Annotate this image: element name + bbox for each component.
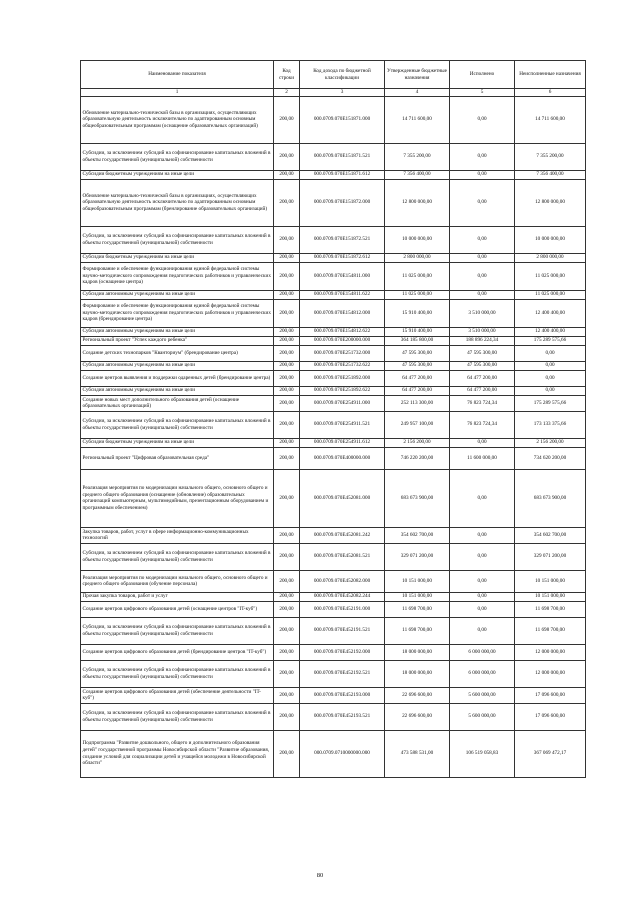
- row-name: Обновление материально-технической базы в организациях, осуществляющих образовательную деятельность исключительно по адаптированным основным общеобразовательным программам (оснащение образовательных организаций): [81, 96, 274, 143]
- row-name: Формирование и обеспечение функционирования единой федеральной системы научно-методического сопровождения педагогических работников и управленческих кадров (оснащение центра): [81, 262, 274, 290]
- row-line-code: 200,00: [274, 290, 300, 299]
- table-row: [81, 438, 586, 447]
- table-row: [81, 660, 586, 687]
- row-name: Субсидии, за исключением субсидий на софинансирование капитальных вложений в объекты государственной (муниципальной) собственности: [81, 226, 274, 253]
- row-approved: 18 000 000,00: [385, 660, 450, 687]
- row-executed: 0,00: [450, 438, 515, 447]
- row-name: Реализация мероприятия по модернизации начального общего, основного общего и среднего общего образования (оснащение (обновление) образовательных организаций компьютерным, мультимедийным, презентационным оборудованием и программным обеспечением): [81, 469, 274, 527]
- row-income-code: 000.0709.070Е452192.521: [300, 660, 385, 687]
- row-name: Создание центров цифрового образования детей (обеспечение деятельности "IT-куб"): [81, 687, 274, 703]
- row-unexecuted: 10 151 000,00: [515, 592, 586, 601]
- row-unexecuted: 683 673 900,00: [515, 469, 586, 527]
- row-approved: 2 156 200,00: [385, 438, 450, 447]
- row-line-code: 200,00: [274, 96, 300, 143]
- row-income-code: 000.0709.070Е452192.000: [300, 644, 385, 660]
- row-income-code: 000.0709.070Е251732.000: [300, 345, 385, 361]
- row-name: Субсидии автономным учреждениям на иные цели: [81, 361, 274, 370]
- row-name: Закупка товаров, работ, услуг в сфере информационно-коммуникационных технологий: [81, 527, 274, 543]
- row-line-code: 200,00: [274, 469, 300, 527]
- row-approved: 10 000 000,00: [385, 226, 450, 253]
- row-unexecuted: 734 620 200,00: [515, 447, 586, 469]
- row-approved: 64 477 200,00: [385, 386, 450, 395]
- table-row: [81, 601, 586, 617]
- row-executed: 0,00: [450, 226, 515, 253]
- row-line-code: 200,00: [274, 617, 300, 644]
- row-approved: 364 185 800,00: [385, 336, 450, 345]
- row-line-code: 200,00: [274, 361, 300, 370]
- row-income-code: 000.0709.070Е251732.622: [300, 361, 385, 370]
- row-approved: 473 588 531,00: [385, 730, 450, 777]
- table-row: [81, 336, 586, 345]
- table-row: [81, 170, 586, 179]
- row-executed: 0,00: [450, 469, 515, 527]
- row-unexecuted: 12 000 000,00: [515, 660, 586, 687]
- row-executed: 5 600 000,00: [450, 703, 515, 730]
- row-approved: 10 151 000,00: [385, 570, 450, 592]
- row-approved: 11 698 700,00: [385, 601, 450, 617]
- row-line-code: 200,00: [274, 411, 300, 438]
- row-name: Субсидии, за исключением субсидий на софинансирование капитальных вложений в объекты государственной (муниципальной) собственности: [81, 660, 274, 687]
- row-line-code: 200,00: [274, 592, 300, 601]
- table-row: [81, 386, 586, 395]
- row-income-code: 000.0709.070Е251892.000: [300, 370, 385, 386]
- row-executed: 3 510 000,00: [450, 327, 515, 336]
- row-line-code: 200,00: [274, 660, 300, 687]
- row-executed: 188 896 224,34: [450, 336, 515, 345]
- row-executed: 0,00: [450, 543, 515, 570]
- row-income-code: 000.0709.070Е452193.000: [300, 687, 385, 703]
- row-name: Создание детских технопарков "Кванториум" (брендирование центра): [81, 345, 274, 361]
- table-row: [81, 327, 586, 336]
- row-executed: 5 600 000,00: [450, 687, 515, 703]
- table-row: [81, 290, 586, 299]
- row-approved: 11 698 700,00: [385, 617, 450, 644]
- row-unexecuted: 11 025 000,00: [515, 262, 586, 290]
- row-unexecuted: 173 133 375,66: [515, 411, 586, 438]
- table-row: [81, 226, 586, 253]
- table-row: [81, 570, 586, 592]
- row-income-code: 000.0709.070Е400000.000: [300, 447, 385, 469]
- row-income-code: 000.0709.070Е452081.242: [300, 527, 385, 543]
- row-approved: 11 025 000,00: [385, 290, 450, 299]
- row-executed: 0,00: [450, 179, 515, 226]
- row-approved: 22 696 600,00: [385, 703, 450, 730]
- row-line-code: 200,00: [274, 570, 300, 592]
- row-income-code: 000.0709.070Е151871.612: [300, 170, 385, 179]
- col-number: 6: [515, 89, 586, 97]
- row-approved: 47 595 300,00: [385, 345, 450, 361]
- row-approved: 15 910 400,00: [385, 299, 450, 327]
- table-row: [81, 592, 586, 601]
- row-income-code: 000.0709.070Е151872.000: [300, 179, 385, 226]
- header-approved: Утвержденные бюджетные назначения: [385, 61, 450, 89]
- row-executed: 76 823 724,34: [450, 395, 515, 411]
- row-name: Субсидии, за исключением субсидий на софинансирование капитальных вложений в объекты государственной (муниципальной) собственности: [81, 543, 274, 570]
- row-income-code: 000.0709.070Е200000.000: [300, 336, 385, 345]
- row-executed: 0,00: [450, 570, 515, 592]
- row-name: Субсидии, за исключением субсидий на софинансирование капитальных вложений в объекты государственной (муниципальной) собственности: [81, 411, 274, 438]
- row-approved: 7 355 200,00: [385, 143, 450, 170]
- header-row: [81, 61, 586, 89]
- table-row: [81, 703, 586, 730]
- row-name: Обновление материально-технической базы в организациях, осуществляющих образовательную деятельность исключительно по адаптированным основным общеобразовательным программам (бренлирование образовательных организаций): [81, 179, 274, 226]
- row-approved: 746 220 200,00: [385, 447, 450, 469]
- row-unexecuted: 354 602 700,00: [515, 527, 586, 543]
- row-executed: 76 823 724,34: [450, 411, 515, 438]
- table-row: [81, 262, 586, 290]
- row-approved: 252 113 300,00: [385, 395, 450, 411]
- row-approved: 10 151 000,00: [385, 592, 450, 601]
- row-executed: 64 477 200,00: [450, 370, 515, 386]
- row-income-code: 000.0709.070Е452191.521: [300, 617, 385, 644]
- table-row: [81, 447, 586, 469]
- row-name: Создание центров выявления и поддержки одаренных детей (брендирование центра): [81, 370, 274, 386]
- row-approved: 329 071 200,00: [385, 543, 450, 570]
- row-income-code: 000.0709.070Е254911.612: [300, 438, 385, 447]
- row-name: Региональный проект "Успех каждого ребенка": [81, 336, 274, 345]
- row-line-code: 200,00: [274, 143, 300, 170]
- row-unexecuted: 0,00: [515, 370, 586, 386]
- row-income-code: 000.0709.070Е154811.000: [300, 262, 385, 290]
- row-executed: 0,00: [450, 617, 515, 644]
- table-row: [81, 411, 586, 438]
- column-number-row: [81, 89, 586, 97]
- row-unexecuted: 11 025 000,00: [515, 290, 586, 299]
- row-name: Создание центров цифрового образования детей (оснащение центров "IT-куб"): [81, 601, 274, 617]
- row-unexecuted: 12 400 400,00: [515, 299, 586, 327]
- row-income-code: 000.0709.0710000000.000: [300, 730, 385, 777]
- row-executed: 106 519 058,83: [450, 730, 515, 777]
- row-unexecuted: 12 800 000,00: [515, 179, 586, 226]
- row-name: Субсидии автономным учреждениям на иные цели: [81, 327, 274, 336]
- row-approved: 64 477 200,00: [385, 370, 450, 386]
- row-name: Формирование и обеспечение функционирования единой федеральной системы научно-методического сопровождения педагогических работников и управленческих кадров (брендирование центра): [81, 299, 274, 327]
- row-income-code: 000.0709.070Е251892.622: [300, 386, 385, 395]
- row-name: Субсидии, за исключением субсидий на софинансирование капитальных вложений в объекты государственной (муниципальной) собственности: [81, 703, 274, 730]
- row-unexecuted: 2 800 000,00: [515, 253, 586, 262]
- row-name: Реализация мероприятия по модернизации начального общего, основного общего и среднего общего образования (обучение персонала): [81, 570, 274, 592]
- row-income-code: 000.0709.070Е151871.521: [300, 143, 385, 170]
- row-executed: 0,00: [450, 170, 515, 179]
- col-number: 4: [385, 89, 450, 97]
- row-income-code: 000.0709.070Е154812.000: [300, 299, 385, 327]
- row-name: Создание новых мест дополнительного образования детей (оснащение образовательных организаций): [81, 395, 274, 411]
- row-executed: 0,00: [450, 143, 515, 170]
- row-unexecuted: 17 096 600,00: [515, 687, 586, 703]
- col-number: 5: [450, 89, 515, 97]
- row-line-code: 200,00: [274, 687, 300, 703]
- row-income-code: 000.0709.070Е151872.612: [300, 253, 385, 262]
- row-approved: 354 602 700,00: [385, 527, 450, 543]
- row-line-code: 200,00: [274, 395, 300, 411]
- row-unexecuted: 14 711 600,00: [515, 96, 586, 143]
- col-number: 1: [81, 89, 274, 97]
- table-row: [81, 179, 586, 226]
- row-line-code: 200,00: [274, 299, 300, 327]
- row-income-code: 000.0709.070Е452081.000: [300, 469, 385, 527]
- row-approved: 12 800 000,00: [385, 179, 450, 226]
- row-unexecuted: 17 096 600,00: [515, 703, 586, 730]
- header-line-code: Код строки: [274, 61, 300, 89]
- row-line-code: 200,00: [274, 170, 300, 179]
- row-executed: 6 000 000,00: [450, 644, 515, 660]
- row-unexecuted: 12 000 000,00: [515, 644, 586, 660]
- table-row: [81, 687, 586, 703]
- row-unexecuted: 175 289 575,66: [515, 336, 586, 345]
- row-line-code: 200,00: [274, 327, 300, 336]
- row-income-code: 000.0709.070Е254911.521: [300, 411, 385, 438]
- row-line-code: 200,00: [274, 703, 300, 730]
- row-line-code: 200,00: [274, 345, 300, 361]
- row-line-code: 200,00: [274, 447, 300, 469]
- row-approved: 14 711 600,00: [385, 96, 450, 143]
- row-line-code: 200,00: [274, 336, 300, 345]
- row-line-code: 200,00: [274, 262, 300, 290]
- table-row: [81, 253, 586, 262]
- row-income-code: 000.0709.070Е452082.000: [300, 570, 385, 592]
- table-row: [81, 143, 586, 170]
- row-unexecuted: 12 400 400,00: [515, 327, 586, 336]
- row-line-code: 200,00: [274, 438, 300, 447]
- row-income-code: 000.0709.070Е452082.244: [300, 592, 385, 601]
- page-number: 80: [316, 872, 324, 879]
- row-name: Субсидии, за исключением субсидий на софинансирование капитальных вложений в объекты государственной (муниципальной) собственности: [81, 617, 274, 644]
- row-approved: 18 000 000,00: [385, 644, 450, 660]
- table-row: [81, 361, 586, 370]
- row-line-code: 200,00: [274, 226, 300, 253]
- row-income-code: 000.0709.070Е151872.521: [300, 226, 385, 253]
- row-approved: 22 696 600,00: [385, 687, 450, 703]
- row-executed: 0,00: [450, 601, 515, 617]
- row-unexecuted: 7 355 200,00: [515, 143, 586, 170]
- row-executed: 0,00: [450, 592, 515, 601]
- row-executed: 64 477 200,00: [450, 386, 515, 395]
- table-row: [81, 395, 586, 411]
- row-line-code: 200,00: [274, 386, 300, 395]
- row-name: Субсидии бюджетным учреждениям на иные цели: [81, 253, 274, 262]
- row-income-code: 000.0709.070Е151871.000: [300, 96, 385, 143]
- row-executed: 0,00: [450, 96, 515, 143]
- row-line-code: 200,00: [274, 601, 300, 617]
- header-name: Наименование показателя: [81, 61, 274, 89]
- table-row: [81, 730, 586, 777]
- row-unexecuted: 175 289 575,66: [515, 395, 586, 411]
- row-executed: 47 595 300,00: [450, 361, 515, 370]
- row-line-code: 200,00: [274, 543, 300, 570]
- row-executed: 6 000 000,00: [450, 660, 515, 687]
- row-approved: 47 595 300,00: [385, 361, 450, 370]
- row-line-code: 200,00: [274, 730, 300, 777]
- row-income-code: 000.0709.070Е154811.622: [300, 290, 385, 299]
- row-name: Субсидии бюджетным учреждениям на иные цели: [81, 170, 274, 179]
- row-income-code: 000.0709.070Е452191.000: [300, 601, 385, 617]
- row-approved: 683 673 900,00: [385, 469, 450, 527]
- row-unexecuted: 0,00: [515, 345, 586, 361]
- col-number: 2: [274, 89, 300, 97]
- table-row: [81, 96, 586, 143]
- table-row: [81, 299, 586, 327]
- row-executed: 3 510 000,00: [450, 299, 515, 327]
- row-unexecuted: 2 156 200,00: [515, 438, 586, 447]
- table-row: [81, 543, 586, 570]
- row-unexecuted: 10 000 000,00: [515, 226, 586, 253]
- row-approved: 11 025 000,00: [385, 262, 450, 290]
- row-approved: 2 800 000,00: [385, 253, 450, 262]
- row-executed: 0,00: [450, 290, 515, 299]
- execution-report-table: [80, 60, 586, 778]
- table-row: [81, 345, 586, 361]
- row-income-code: 000.0709.070Е452193.521: [300, 703, 385, 730]
- col-number: 3: [300, 89, 385, 97]
- row-approved: 249 957 100,00: [385, 411, 450, 438]
- header-income-code: Код дохода по бюджетной классификации: [300, 61, 385, 89]
- row-line-code: 200,00: [274, 179, 300, 226]
- table-row: [81, 527, 586, 543]
- header-unexecuted: Неисполненные назначения: [515, 61, 586, 89]
- row-unexecuted: 11 698 700,00: [515, 617, 586, 644]
- table-row: [81, 644, 586, 660]
- row-name: Субсидии автономным учреждениям на иные цели: [81, 290, 274, 299]
- row-name: Субсидии бюджетным учреждениям на иные цели: [81, 438, 274, 447]
- row-name: Прочая закупка товаров, работ и услуг: [81, 592, 274, 601]
- row-name: Субсидии, за исключением субсидий на софинансирование капитальных вложений в объекты государственной (муниципальной) собственности: [81, 143, 274, 170]
- row-executed: 0,00: [450, 253, 515, 262]
- row-income-code: 000.0709.070Е254911.000: [300, 395, 385, 411]
- row-income-code: 000.0709.070Е452081.521: [300, 543, 385, 570]
- row-unexecuted: 7 356 400,00: [515, 170, 586, 179]
- row-executed: 47 595 300,00: [450, 345, 515, 361]
- row-unexecuted: 11 698 700,00: [515, 601, 586, 617]
- row-name: Региональный проект "Цифровая образовательная среда": [81, 447, 274, 469]
- row-executed: 11 600 000,00: [450, 447, 515, 469]
- report-page: [80, 60, 585, 778]
- row-income-code: 000.0709.070Е154812.622: [300, 327, 385, 336]
- row-unexecuted: 367 069 472,17: [515, 730, 586, 777]
- table-row: [81, 370, 586, 386]
- row-line-code: 200,00: [274, 370, 300, 386]
- row-unexecuted: 10 151 000,00: [515, 570, 586, 592]
- row-unexecuted: 0,00: [515, 361, 586, 370]
- row-name: Подпрограмма "Развитие дошкольного, общего и дополнительного образования детей" государственной программы Новосибирской области "Развитие образования, создание условий для социализации детей и учащейся молодежи в Новосибирской области": [81, 730, 274, 777]
- row-executed: 0,00: [450, 527, 515, 543]
- table-row: [81, 469, 586, 527]
- row-unexecuted: 0,00: [515, 386, 586, 395]
- table-row: [81, 617, 586, 644]
- row-name: Создание центров цифрового образования детей (брендирование центров "IT-куб"): [81, 644, 274, 660]
- header-executed: Исполнено: [450, 61, 515, 89]
- row-unexecuted: 329 071 200,00: [515, 543, 586, 570]
- row-name: Субсидии автономным учреждениям на иные цели: [81, 386, 274, 395]
- row-approved: 7 356 400,00: [385, 170, 450, 179]
- row-executed: 0,00: [450, 262, 515, 290]
- row-line-code: 200,00: [274, 527, 300, 543]
- row-line-code: 200,00: [274, 253, 300, 262]
- row-approved: 15 910 400,00: [385, 327, 450, 336]
- row-line-code: 200,00: [274, 644, 300, 660]
